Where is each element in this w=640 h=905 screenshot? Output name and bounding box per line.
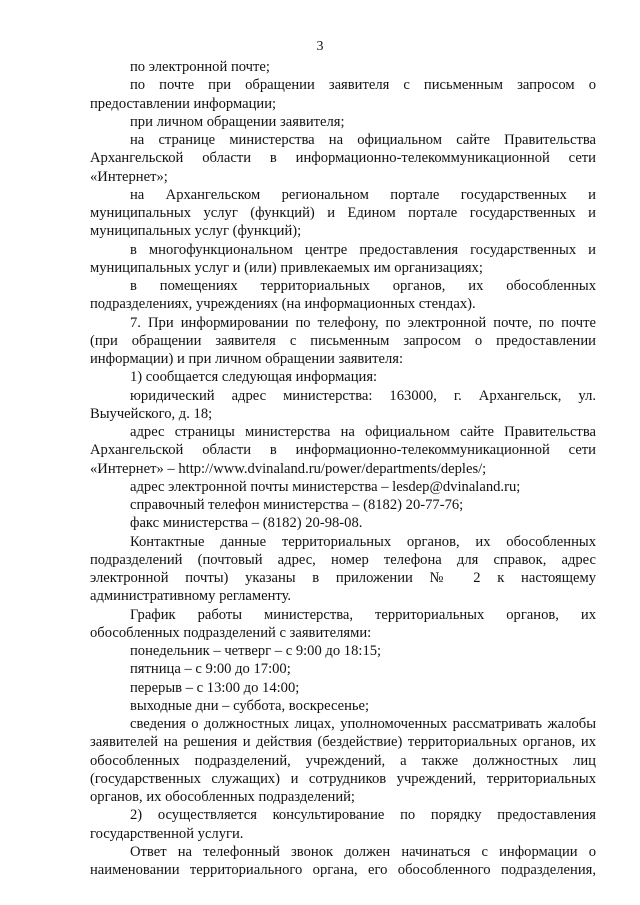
paragraph-2: по почте при обращении заявителя с письменным запросом о предоставлении информации;: [90, 77, 596, 112]
paragraph-9: 1) сообщается следующая информация:: [130, 369, 378, 386]
paragraph-12: адрес электронной почты министерства – lesdep@dvinaland.ru;: [130, 478, 521, 495]
paragraph-18: пятница – с 9:00 до 17:00;: [130, 661, 291, 678]
paragraph-16: График работы министерства, территориальных органов, их обособленных подразделений с заявителями:: [90, 606, 596, 641]
paragraph-14: факс министерства – (8182) 20-98-08.: [130, 515, 363, 532]
paragraph-19: перерыв – с 13:00 до 14:00;: [130, 679, 300, 696]
paragraph-4: на странице министерства на официальном сайте Правительства Архангельской области в информационно-телекоммуникационной сети «Интернет»;: [90, 132, 596, 185]
document-body: [90, 58, 596, 879]
paragraph-10: юридический адрес министерства: 163000, г. Архангельск, ул. Выучейского, д. 18;: [90, 387, 596, 422]
paragraph-3: при личном обращении заявителя;: [130, 113, 345, 130]
paragraph-23: Ответ на телефонный звонок должен начинаться с информации о наименовании территориального органа, его обособленного подразделения,: [90, 843, 596, 878]
paragraph-22: 2) осуществляется консультирование по порядку предоставления государственной услуги.: [90, 807, 596, 842]
paragraph-15: Контактные данные территориальных органов, их обособленных подразделений (почтовый адрес, номер телефона для справок, адрес электронной почты) указаны в приложении № 2 к настоящему административному регламенту.: [90, 533, 596, 605]
paragraph-11: адрес страницы министерства на официальном сайте Правительства Архангельской области в информационно-телекоммуникационной сети «Интернет» – http://www.dvinaland.ru/power/departments/deples/;: [90, 424, 596, 477]
paragraph-13: справочный телефон министерства – (8182) 20-77-76;: [130, 497, 464, 513]
paragraph-8: 7. При информировании по телефону, по электронной почте, по почте (при обращении заявителя с письменным запросом о предоставлении информации) и при личном обращении заявителя:: [90, 314, 596, 367]
paragraph-5: на Архангельском региональном портале государственных и муниципальных услуг (функций) и Едином портале государственных и муниципальных услуг (функций);: [90, 186, 596, 240]
paragraph-6: в многофункциональном центре предоставления государственных и муниципальных услуг и (или) привлекаемых им организациях;: [90, 241, 596, 276]
paragraph-20: выходные дни – суббота, воскресенье;: [130, 697, 370, 714]
paragraph-7: в помещениях территориальных органов, их обособленных подразделениях, учреждениях (на информационных стендах).: [90, 278, 596, 313]
paragraph-17: понедельник – четверг – с 9:00 до 18:15;: [130, 643, 382, 659]
paragraph-21: сведения о должностных лицах, уполномоченных рассматривать жалобы заявителей на решения и действия (бездействие) территориальных органов, их обособленных подразделений, учреждений, а также должностных лиц (государственных служащих) и сотрудников учреждений, территориальных органов, их обособленных подразделений;: [90, 716, 596, 805]
page-number: 3: [316, 39, 324, 54]
paragraph-1: по электронной почте;: [130, 59, 270, 75]
